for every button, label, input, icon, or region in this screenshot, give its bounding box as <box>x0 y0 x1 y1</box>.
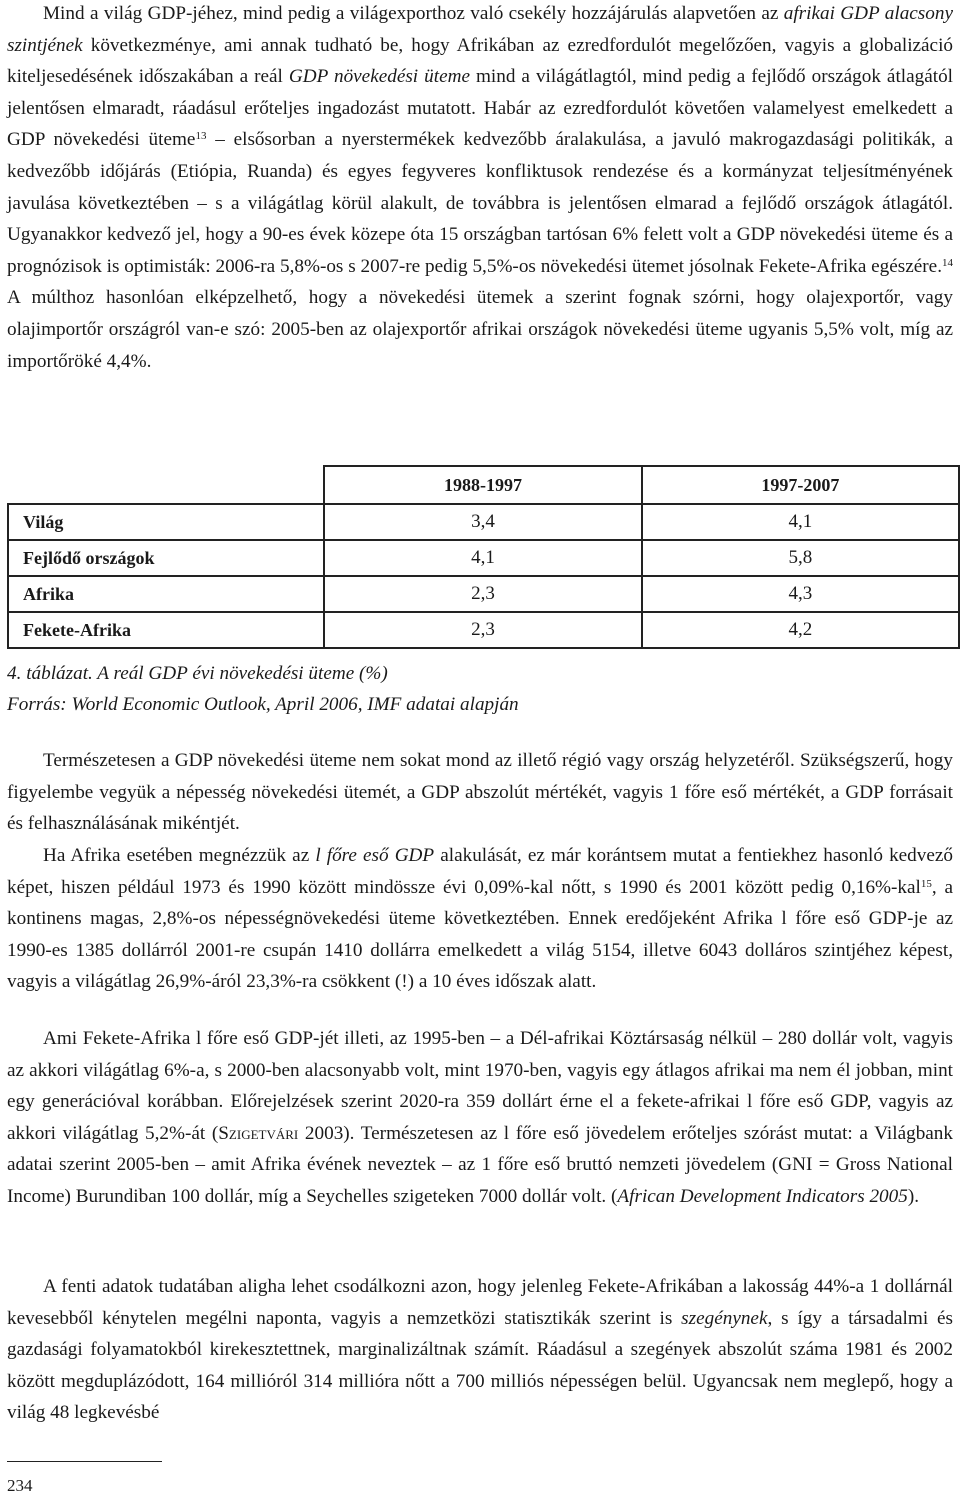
footnote-ref-14[interactable]: 14 <box>942 256 953 269</box>
row-header: Fejlődő országok <box>8 540 324 576</box>
table-cell: 4,2 <box>642 612 959 648</box>
caption-source: Forrás: World Economic Outlook, April 2006, IMF adatai alapján <box>7 694 519 715</box>
table-cell: 5,8 <box>642 540 959 576</box>
text-run: – elsősorban a nyerstermékek kedvezőbb áralakulása, a javuló makrogazdasági politikák, a kedvezőbb időjárás (Etiópia, Ruanda) és egyes fegyveres konfliktusok rendezése és a kormányzat teljesítményének javulása következtében – s a világátlag körül alakult, de továbbra is jelentősen elmarad a fejlődő országok átlagától. Ugyanakkor kedvező jel, hogy a 90-es évek közepe óta 15 országban tartósan 6% felett volt a GDP növekedési üteme és a prognózisok is optimisták: 2006-ra 5,8%-os s 2007-re pedig 5,5%-os növekedési ütemet jósolnak Fekete-Afrika egészére. <box>7 129 953 277</box>
italic-text: African Development Indicators 2005 <box>617 1185 908 1207</box>
text-run: 2003). Természetesen az l főre eső jövedelem erőteljes szórást mutat: a Világbank adatai szerint 2005-ben – amit Afrika évének neveztek – az 1 főre eső bruttó nemzeti jövedelem (GNI = Gross National Income) Burundiban 100 dollár, míg a Seychelles szigeteken 7000 dollár volt. ( <box>7 1122 953 1207</box>
body-paragraph-2: Természetesen a GDP növekedési üteme nem sokat mond az illető régió vagy ország helyzetéről. Szükségszerű, hogy figyelembe vegyük a népesség növekedési ütemét, a GDP abszolút mértékét, vagyis 1 főre eső mértékét, a GDP forrásait és felhasználásának mikéntjét. <box>7 750 953 835</box>
text-run: következménye, ami annak tudható be, hogy Afrikában az ezredfordulót megelőzően, vagyis a globalizáció kiteljesedésének időszakában a reál <box>7 34 953 88</box>
body-paragraph-5 <box>7 1271 953 1429</box>
italic-text: l főre eső GDP <box>315 845 435 866</box>
table-cell: 4,3 <box>642 576 959 612</box>
text-run: Ha Afrika esetében megnézzük az <box>43 845 316 866</box>
footnote-ref-13[interactable]: 13 <box>195 130 207 143</box>
text-run: alakulását, ez már korántsem mutat a fentiekhez hasonló kedvező képet, hiszen például 1973 és 1990 között mindössze évi 0,09%-kal nőtt, s 1990 és 2001 között pedig 0,16%-kal <box>7 845 953 898</box>
table-row <box>8 612 959 648</box>
body-paragraph-4 <box>7 1023 953 1213</box>
table-row <box>8 540 959 576</box>
body-paragraph-1 <box>7 0 953 377</box>
text-run: Ami Fekete-Afrika l főre eső GDP-jét illeti, az 1995-ben – a Dél-afrikai Köztársaság nélkül – 280 dollár volt, vagyis az akkori világátlag 6%-a, s 2000-ben alacsonyabb volt, mint 1970-ben, vagyis egy átlagos afrikai ma nem él jobban, mint egy generációval korábban. Előrejelzések szerint 2020-ra 359 dollárt érne el a fekete-afrikai l főre eső GDP, vagyis az akkori világátlag 5,2%-át ( <box>7 1028 953 1144</box>
italic-text: GDP növekedési üteme <box>288 66 470 88</box>
table-row <box>8 504 959 540</box>
column-header: 1988-1997 <box>324 466 641 504</box>
table-cell: 4,1 <box>642 504 959 540</box>
text-run: , s így a társadalmi és gazdasági folyamatokból kirekesztettnek, marginalizáltnak számít. Ráadásul a szegények abszolút száma 1981 és 2002 között megduplázódott, 164 millióról 314 millióra nőtt a 700 milliós népességen belül. Ugyancsak nem meglepő, hogy a világ 48 legkevésbé <box>7 1307 953 1424</box>
text-run: A fenti adatok tudatában aligha lehet csodálkozni azon, hogy jelenleg Fekete-Afrikában a lakosság 44%-a 1 dollárnál kevesebből kénytelen megélni naponta, vagyis a nemzetközi statisztikák szerint is <box>7 1276 953 1329</box>
text-run: A múlthoz hasonlóan elképzelhető, hogy a növekedési ütemek a szerint fognak szórni, hogy olajexportőr, vagy olajimportőr országról van-e szó: 2005-ben az olajexportőr afrikai országok növekedési üteme ugyanis 5,5% volt, míg az importőröké 4,4%. <box>7 287 953 372</box>
gdp-growth-table <box>7 465 960 649</box>
italic-text: afrikai GDP alacsony szintjének <box>7 3 953 56</box>
table-caption <box>7 658 953 720</box>
body-paragraph-3 <box>7 840 953 998</box>
table-cell: 4,1 <box>324 540 641 576</box>
text-run: Mind a világ GDP-jéhez, mind pedig a világexporthoz való csekély hozzájárulás alapvetően az <box>43 3 784 24</box>
author-citation: Szigetvári <box>218 1122 299 1144</box>
page-number: 234 <box>7 1476 33 1495</box>
table-cell: 2,3 <box>324 612 641 648</box>
table-row <box>8 576 959 612</box>
row-header: Afrika <box>8 576 324 612</box>
footnote-separator <box>7 1461 162 1462</box>
column-header: 1997-2007 <box>642 466 959 504</box>
table-cell: 2,3 <box>324 576 641 612</box>
row-header: Világ <box>8 504 324 540</box>
table-corner-cell <box>8 466 324 504</box>
table-header-row <box>8 466 959 504</box>
text-run: mind a világátlagtól, mind pedig a fejlődő országok átlagától jelentősen elmaradt, ráadásul erőteljes ingadozást mutatott. Habár az ezredfordulót követően valamelyest emelkedett a GDP növekedési üteme <box>7 66 953 151</box>
table-cell: 3,4 <box>324 504 641 540</box>
caption-title: 4. táblázat. A reál GDP évi növekedési üteme (%) <box>7 663 388 684</box>
text-run: , a kontinens magas, 2,8%-os népességnövekedési üteme következtében. Ennek eredőjeként Afrika l főre eső GDP-je az 1990-es 1385 dollárról 2001-re csupán 1410 dollárra emelkedett a világ 5154, illetve 6043 dolláros szintjéhez képest, vagyis a világátlag 26,9%-áról 23,3%-ra csökkent (!) a 10 éves időszak alatt. <box>7 876 953 993</box>
footnote-ref-15[interactable]: 15 <box>920 877 932 890</box>
text-run: ). <box>907 1185 920 1207</box>
italic-text: szegénynek <box>681 1307 768 1329</box>
row-header: Fekete-Afrika <box>8 612 324 648</box>
